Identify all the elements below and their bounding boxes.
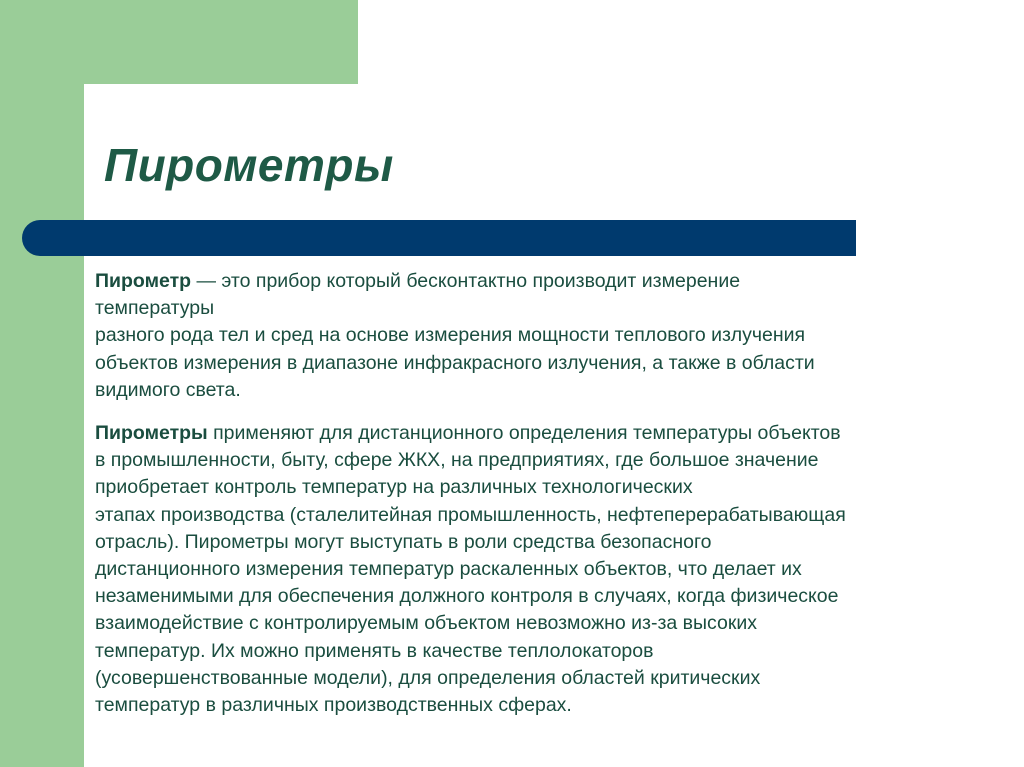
paragraph-line: приобретает контроль температур на различных технологических xyxy=(95,476,693,499)
paragraph-line: температур в различных производственных сферах. xyxy=(95,694,572,717)
paragraph-line: Пирометры применяют для дистанционного определения температуры объектов xyxy=(95,422,841,445)
green-accent-top xyxy=(0,0,358,84)
paragraph-line: видимого света. xyxy=(95,378,241,401)
paragraph-line: этапах производства (сталелитейная промышленность, нефтеперерабатывающая xyxy=(95,503,846,526)
paragraph-line: объектов измерения в диапазоне инфракрасного излучения, а также в области xyxy=(95,351,815,374)
title-underline-bar xyxy=(22,220,856,256)
paragraph-line: дистанционного измерения температур раскаленных объектов, что делает их xyxy=(95,558,802,581)
green-accent-column xyxy=(0,0,84,767)
term-pyrometer: Пирометр xyxy=(95,270,192,292)
usage-paragraph xyxy=(95,420,995,719)
paragraph-line: температур. Их можно применять в качестве теплолокаторов xyxy=(95,639,654,662)
slide-title: Пирометры xyxy=(104,139,394,191)
slide-body xyxy=(95,268,995,719)
definition-paragraph xyxy=(95,268,995,404)
paragraph-line: в промышленности, быту, сфере ЖКХ, на предприятиях, где большое значение xyxy=(95,449,819,472)
paragraph-line: разного рода тел и сред на основе измерения мощности теплового излучения xyxy=(95,324,806,347)
paragraph-line: взаимодействие с контролируемым объектом невозможно из-за высоких xyxy=(95,612,758,635)
paragraph-line: отрасль). Пирометры могут выступать в роли средства безопасного xyxy=(95,530,712,553)
term-pyrometers: Пирометры xyxy=(95,422,208,445)
paragraph-line: (усовершенствованные модели), для определения областей критических xyxy=(95,666,761,689)
paragraph-line: Пирометр — это прибор который бесконтактно производит измерение xyxy=(95,270,741,292)
paragraph-line: температуры xyxy=(95,297,215,320)
paragraph-line: незаменимыми для обеспечения должного контроля в случаях, когда физическое xyxy=(95,585,839,608)
